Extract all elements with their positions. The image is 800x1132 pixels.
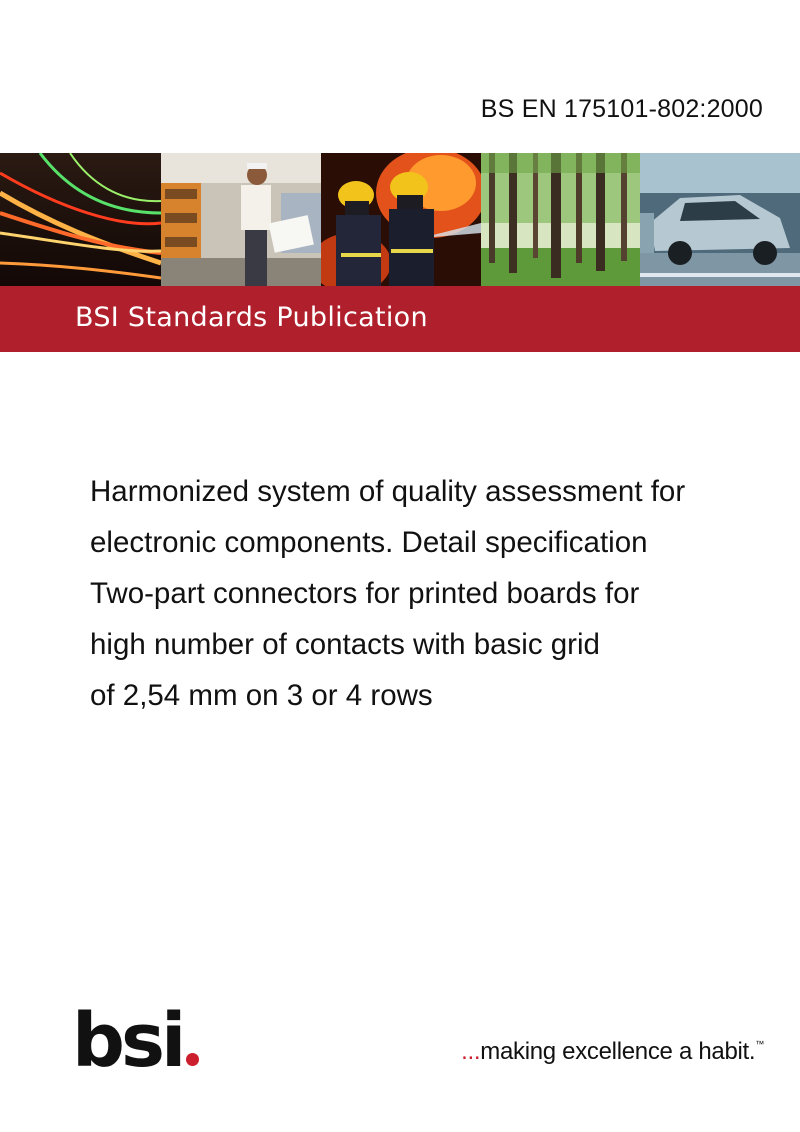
bsi-logo bbox=[72, 998, 199, 1084]
cover-photo-strip bbox=[0, 153, 800, 286]
firefighters-photo bbox=[321, 153, 481, 286]
title-line: electronic components. Detail specification bbox=[90, 526, 648, 559]
warehouse-worker-photo bbox=[161, 153, 321, 286]
tagline-ellipsis: ... bbox=[461, 1038, 481, 1065]
trademark-mark: ™ bbox=[755, 1039, 764, 1049]
light-trails-photo bbox=[0, 153, 161, 286]
document-title bbox=[90, 466, 770, 721]
logo-dot-icon bbox=[186, 1053, 199, 1066]
bsi-logo-text: bsi bbox=[72, 998, 183, 1084]
car-factory-photo bbox=[640, 153, 800, 286]
series-label: BSI Standards Publication bbox=[75, 302, 428, 333]
title-line: Harmonized system of quality assessment for bbox=[90, 475, 686, 508]
forest-photo bbox=[481, 153, 640, 286]
title-line: Two-part connectors for printed boards for bbox=[90, 577, 640, 610]
title-line: of 2,54 mm on 3 or 4 rows bbox=[90, 679, 433, 712]
tagline-text: making excellence a habit. bbox=[480, 1038, 756, 1065]
brand-tagline bbox=[461, 1038, 764, 1066]
document-number: BS EN 175101-802:2000 bbox=[480, 95, 763, 123]
title-line: high number of contacts with basic grid bbox=[90, 628, 600, 661]
publication-series-band bbox=[0, 286, 800, 352]
